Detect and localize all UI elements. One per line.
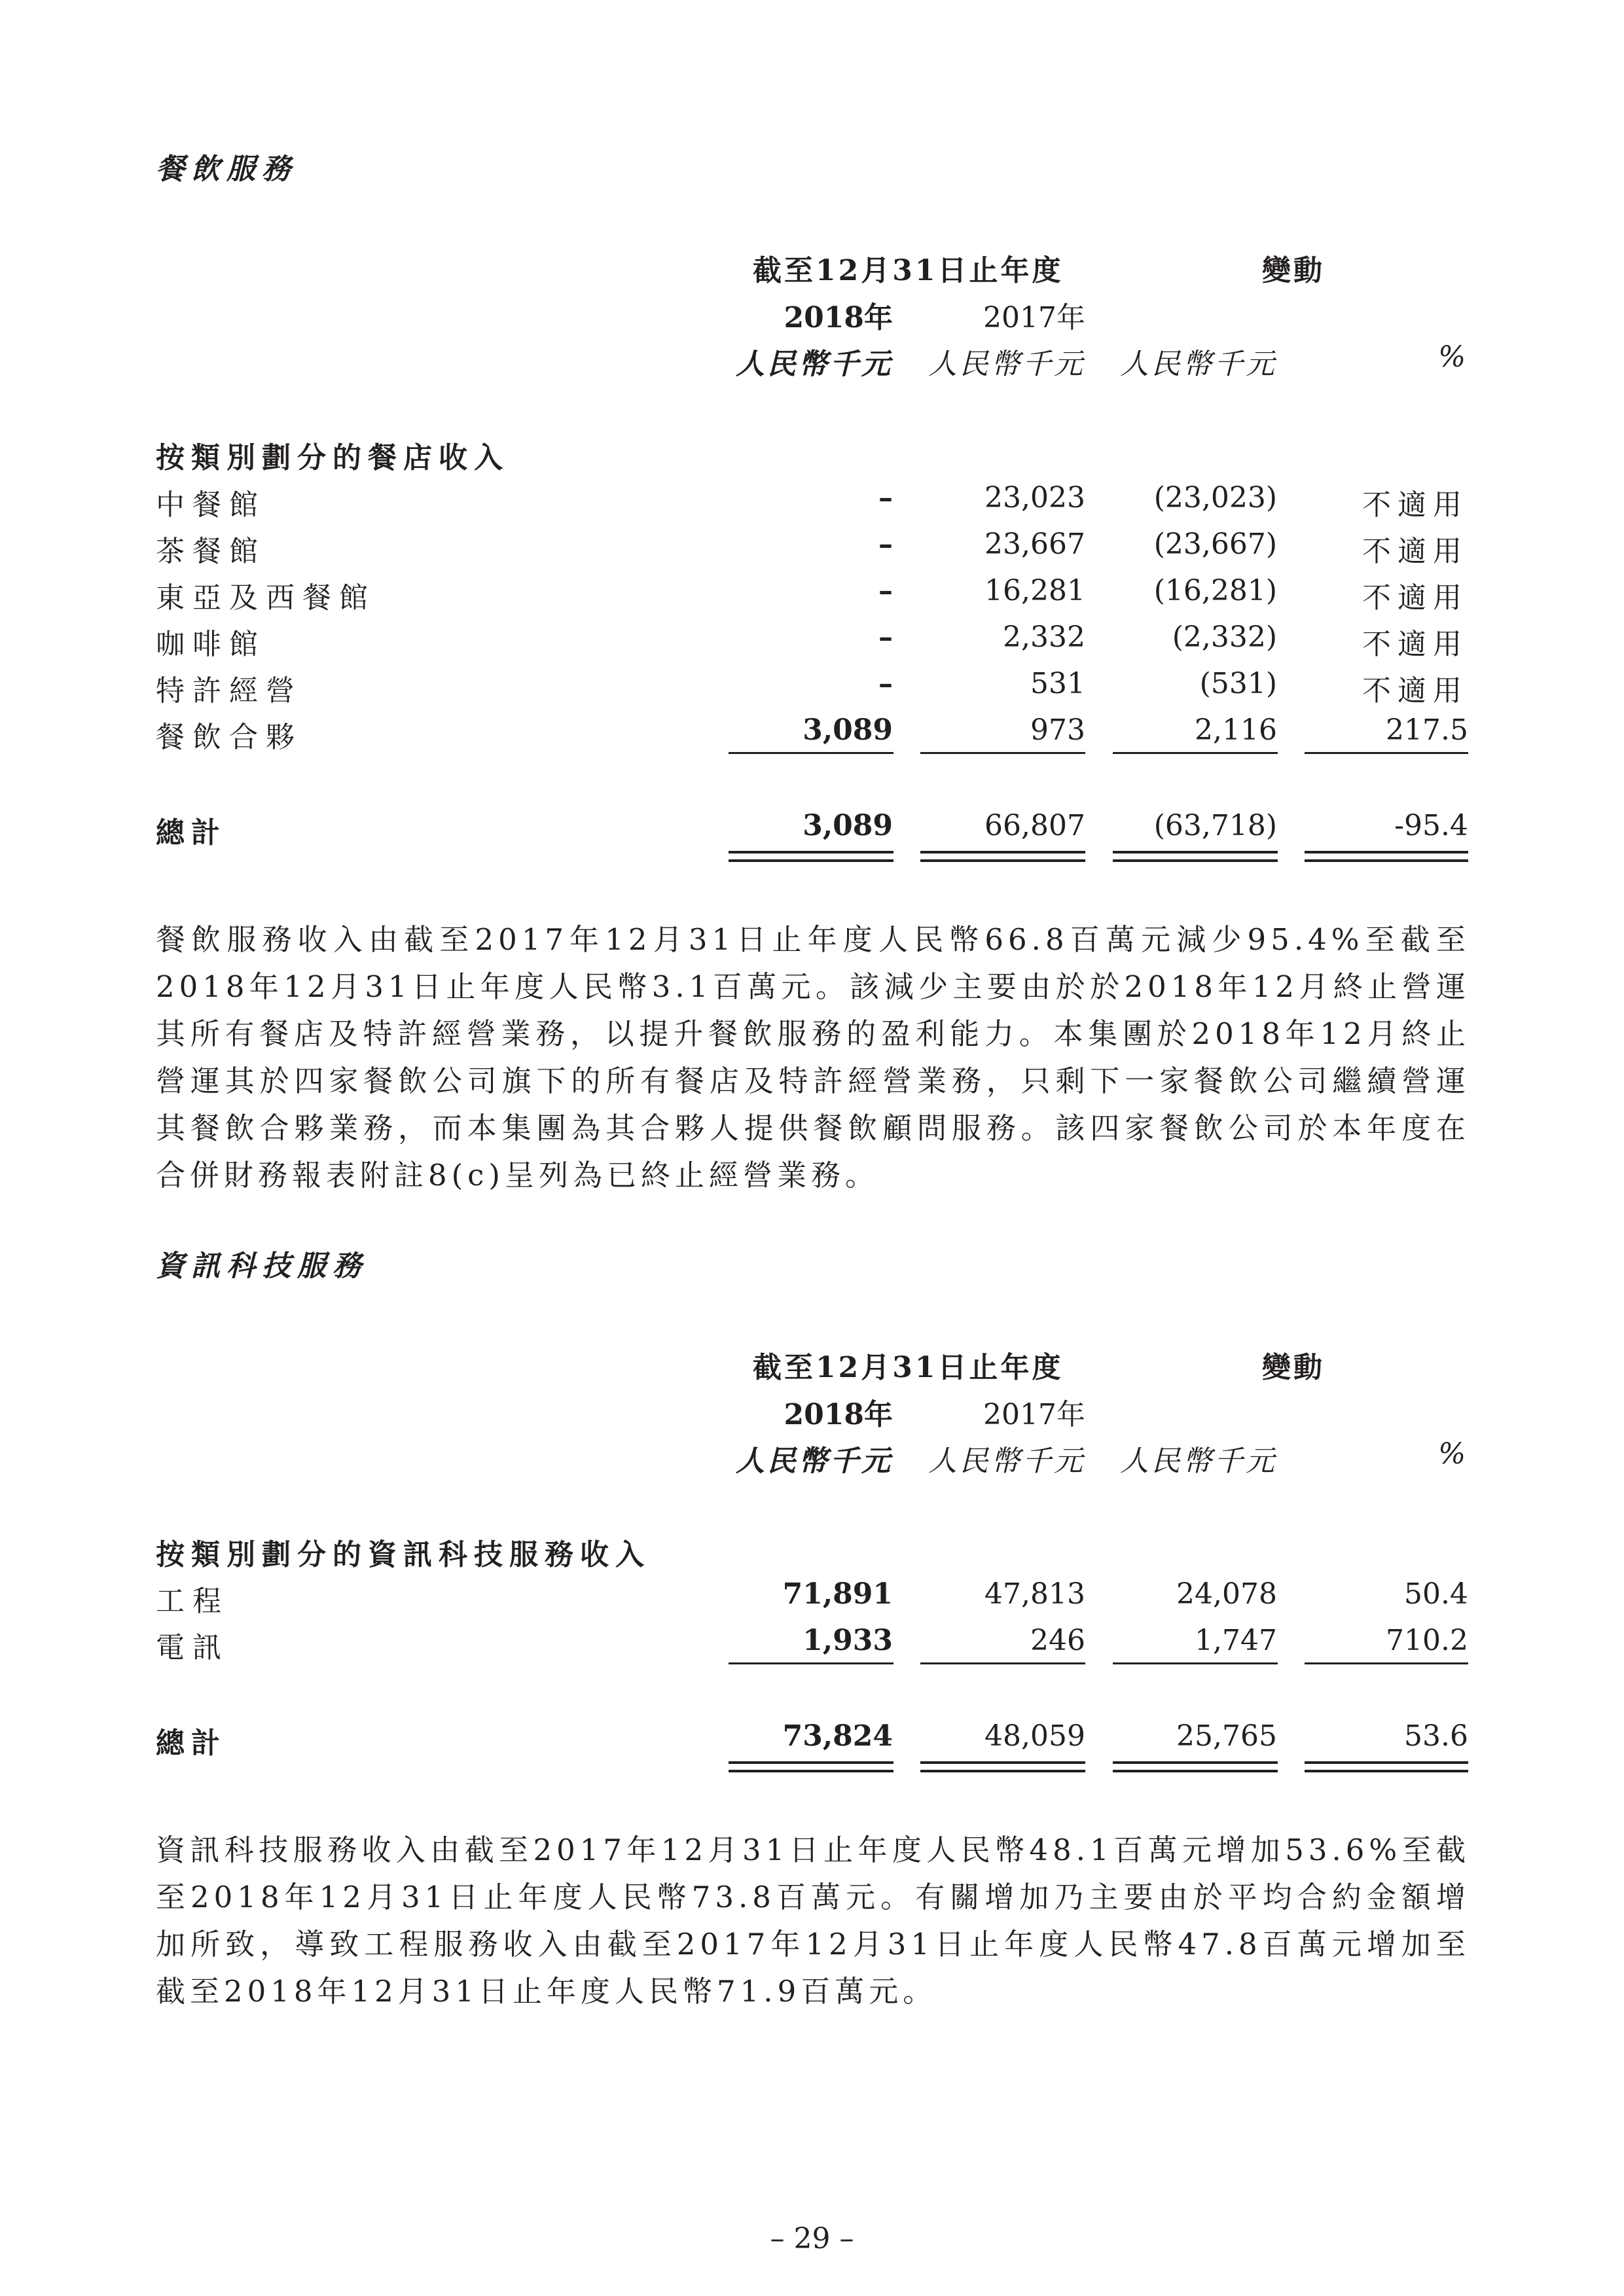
value-2018: 71,891: [782, 1577, 893, 1611]
period-header: 截至12月31日止年度: [753, 1351, 1064, 1384]
total-label: 總計: [156, 1727, 226, 1760]
unit-change: 人民幣千元: [1120, 348, 1277, 381]
value-2018: –: [878, 574, 893, 607]
value-2018: –: [878, 620, 893, 654]
value-pct: 217.5: [1386, 713, 1468, 747]
row-label: 餐飲合夥: [156, 721, 302, 754]
catering-paragraph: 餐飲服務收入由截至2017年12月31日止年度人民幣66.8百萬元減少95.4%至截至2018年12月31日止年度人民幣3.1百萬元。該減少主要由於於2018年12月終止營運其所有餐店及特許經營業務，以提升餐飲服務的盈利能力。本集團於2018年12月終止營運其於四家餐飲公司旗下的所有餐店及特許經營業務，只剩下一家餐飲公司繼續營運其餐飲合夥業務，而本集團為其合夥人提供餐飲顧問服務。該四家餐飲公司於本年度在合併財務報表附註8(c)呈列為已終止經營業務。: [156, 922, 1470, 1193]
row-label: 特許經營: [156, 674, 302, 708]
subtotal-rule: [729, 1662, 893, 1664]
value-2018: 1,933: [803, 1624, 893, 1657]
total-double-rule: [729, 859, 893, 862]
value-2018: –: [878, 667, 893, 700]
total-double-rule: [1113, 859, 1278, 862]
row-label: 中餐館: [156, 488, 266, 522]
value-2017: 16,281: [984, 574, 1085, 607]
row-label: 電訊: [156, 1631, 229, 1664]
total-double-rule: [920, 1770, 1085, 1772]
change-header: 變動: [1262, 254, 1325, 287]
total-pct: 53.6: [1404, 1719, 1468, 1753]
section-label: 按類別劃分的餐店收入: [156, 441, 509, 475]
value-pct: 不適用: [1362, 488, 1468, 522]
row-label: 東亞及西餐館: [156, 581, 376, 615]
row-label: 茶餐館: [156, 535, 266, 568]
row-label: 咖啡館: [156, 628, 266, 661]
year-prior: 2017年: [983, 301, 1085, 334]
value-2017: 973: [1030, 713, 1085, 747]
year-current: 2018年: [784, 1398, 893, 1431]
total-2017: 48,059: [984, 1719, 1085, 1753]
value-2018: –: [878, 528, 893, 561]
total-change: (63,718): [1153, 809, 1277, 842]
unit-pct: %: [1438, 340, 1468, 374]
total-double-rule: [729, 851, 893, 853]
subtotal-rule: [1113, 752, 1278, 754]
total-double-rule: [729, 1761, 893, 1764]
unit-prior: 人民幣千元: [928, 348, 1085, 381]
total-double-rule: [729, 1770, 893, 1772]
value-change: (531): [1199, 667, 1277, 700]
value-change: 2,116: [1195, 713, 1277, 747]
unit-pct: %: [1438, 1437, 1468, 1471]
total-double-rule: [920, 1761, 1085, 1764]
total-2018: 3,089: [803, 809, 893, 842]
page-number: – 29 –: [770, 2222, 854, 2255]
year-current: 2018年: [784, 301, 893, 334]
subtotal-rule: [1305, 752, 1468, 754]
value-pct: 50.4: [1404, 1577, 1468, 1611]
section-heading-it: 資訊科技服務: [156, 1249, 368, 1283]
value-2018: –: [878, 481, 893, 514]
subtotal-rule: [920, 1662, 1085, 1664]
total-double-rule: [1305, 859, 1468, 862]
value-2017: 23,023: [984, 481, 1085, 514]
value-pct: 不適用: [1362, 535, 1468, 568]
total-double-rule: [1305, 851, 1468, 853]
total-double-rule: [1113, 1761, 1278, 1764]
subtotal-rule: [1305, 1662, 1468, 1664]
value-2017: 246: [1030, 1624, 1085, 1657]
value-change: 1,747: [1195, 1624, 1277, 1657]
it-paragraph: 資訊科技服務收入由截至2017年12月31日止年度人民幣48.1百萬元增加53.6%至截至2018年12月31日止年度人民幣73.8百萬元。有關增加乃主要由於平均合約金額增加所致，導致工程服務收入由截至2017年12月31日止年度人民幣47.8百萬元增加至截至2018年12月31日止年度人民幣71.9百萬元。: [156, 1833, 1470, 2009]
total-double-rule: [1113, 851, 1278, 853]
total-pct: -95.4: [1394, 809, 1468, 842]
value-pct: 不適用: [1362, 628, 1468, 661]
unit-current: 人民幣千元: [736, 1444, 893, 1478]
section-label: 按類別劃分的資訊科技服務收入: [156, 1538, 651, 1571]
total-double-rule: [1305, 1770, 1468, 1772]
unit-change: 人民幣千元: [1120, 1444, 1277, 1478]
total-2017: 66,807: [984, 809, 1085, 842]
total-double-rule: [920, 851, 1085, 853]
total-double-rule: [1113, 1770, 1278, 1772]
value-pct: 710.2: [1386, 1624, 1468, 1657]
value-pct: 不適用: [1362, 581, 1468, 615]
value-2017: 47,813: [984, 1577, 1085, 1611]
value-change: (16,281): [1153, 574, 1277, 607]
total-label: 總計: [156, 816, 226, 850]
value-pct: 不適用: [1362, 674, 1468, 708]
subtotal-rule: [1113, 1662, 1278, 1664]
total-change: 25,765: [1176, 1719, 1277, 1753]
year-prior: 2017年: [983, 1398, 1085, 1431]
total-double-rule: [1305, 1761, 1468, 1764]
subtotal-rule: [920, 752, 1085, 754]
value-2017: 2,332: [1003, 620, 1085, 654]
row-label: 工程: [156, 1585, 229, 1618]
value-2018: 3,089: [803, 713, 893, 747]
value-2017: 23,667: [984, 528, 1085, 561]
value-change: (2,332): [1172, 620, 1277, 654]
total-double-rule: [920, 859, 1085, 862]
total-2018: 73,824: [782, 1719, 893, 1753]
unit-prior: 人民幣千元: [928, 1444, 1085, 1478]
value-change: 24,078: [1176, 1577, 1277, 1611]
value-2017: 531: [1030, 667, 1085, 700]
value-change: (23,667): [1153, 528, 1277, 561]
change-header: 變動: [1262, 1351, 1325, 1384]
period-header: 截至12月31日止年度: [753, 254, 1064, 287]
section-heading-catering: 餐飲服務: [156, 152, 297, 186]
subtotal-rule: [729, 752, 893, 754]
value-change: (23,023): [1153, 481, 1277, 514]
unit-current: 人民幣千元: [736, 348, 893, 381]
